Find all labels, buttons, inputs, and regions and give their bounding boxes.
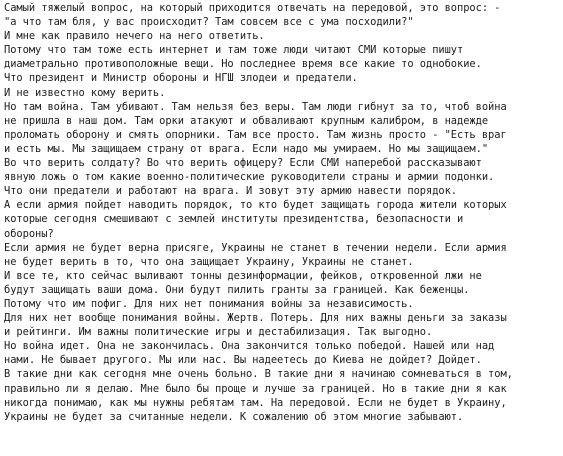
text-line: правильно ли я делаю. Мне было бы проще и лучше за границей. Но в такие дни я как (4, 382, 507, 395)
text-line: никогда понимаю, как мы нужны ребятам там. На передовой. Если не будет в Украину, (4, 396, 507, 409)
text-line: диаметрально противоположные вещи. Но последнее время все какие то однобокие. (4, 58, 482, 71)
text-line: проломать оборону и смять опорники. Там все просто. Там жизнь просто - "Есть враг (4, 128, 507, 141)
text-line: Самый тяжелый вопрос, на который приходится отвечать на передовой, это вопрос: - (4, 2, 501, 14)
text-line: Но война идет. Она не закончилась. Она закончится только победой. Нашей или над (4, 340, 495, 353)
text-line: Для них нет вообще понимания войны. Жертв. Потерь. Для них важны деньги за заказы (4, 312, 507, 325)
text-line: Потому что там тоже есть интернет и там тоже люди читают СМИ которые пишут (4, 44, 464, 57)
text-line: Если армия не будет верна присяге, Украины не станет в течении недели. Если армия (4, 241, 507, 254)
text-line: нами. Не бывает другого. Мы или нас. Вы надеетесь до Киева не дойдет? Дойдет. (4, 354, 482, 367)
text-line: И все те, кто сейчас выливают тонны дезинформации, фейков, откровенной лжи не (4, 269, 482, 282)
text-line: Во что верить солдату? Во что верить офицеру? Если СМИ наперебой рассказывают (4, 157, 482, 170)
text-line: Потому что им пофиг. Для них нет понимания войны за независимость. (4, 297, 414, 310)
text-line: "а что там бля, у вас происходит? Там совсем все с ума посходили?" (4, 16, 414, 29)
text-line: будут защищать ваши дома. Они будут пилить гранты за границей. Как беженцы. (4, 283, 470, 296)
text-line: явную ложь о том какие военно-политические руководители страны и армии подонки. (4, 171, 495, 184)
text-line: и рейтинги. Им важны политические игры и дестабилизация. Так выгодно. (4, 326, 433, 339)
text-line: обороны? (4, 227, 54, 240)
text-line: не будет верить в то, что она защищает Украину, Украины не станет. (4, 255, 414, 268)
text-line: не пришла в наш дом. Там орки атакуют и обваливают крупным калибром, в надежде (4, 114, 489, 127)
text-line: А если армия пойдет наводить порядок, то кто будет защищать города жители которых (4, 199, 507, 212)
text-line: и есть мы. Мы защищаем страну от врага. Если надо мы умираем. Но мы защищаем." (4, 142, 489, 155)
text-line: Украины не будет за считанные недели. К сожалению об этом многие забывают. (4, 410, 464, 423)
text-line: которые сегодня смешивают с землей институты президентства, безопасности и (4, 213, 464, 226)
text-line: И мне как правило нечего на него ответить. (4, 30, 265, 43)
text-line: И не известно кому верить. (4, 86, 166, 99)
text-line: Но там война. Там убивают. Там нельзя без веры. Там люди гибнут за то, чтоб война (4, 100, 507, 113)
text-line: Что они предатели и работают на врага. И зовут эту армию навести порядок. (4, 185, 458, 198)
text-line: В такие дни как сегодня мне очень больно. В такие дни я начинаю сомневаться в том, (4, 368, 513, 381)
text-line: Что президент и Министр обороны и НГШ злодеи и предатели. (4, 72, 358, 85)
